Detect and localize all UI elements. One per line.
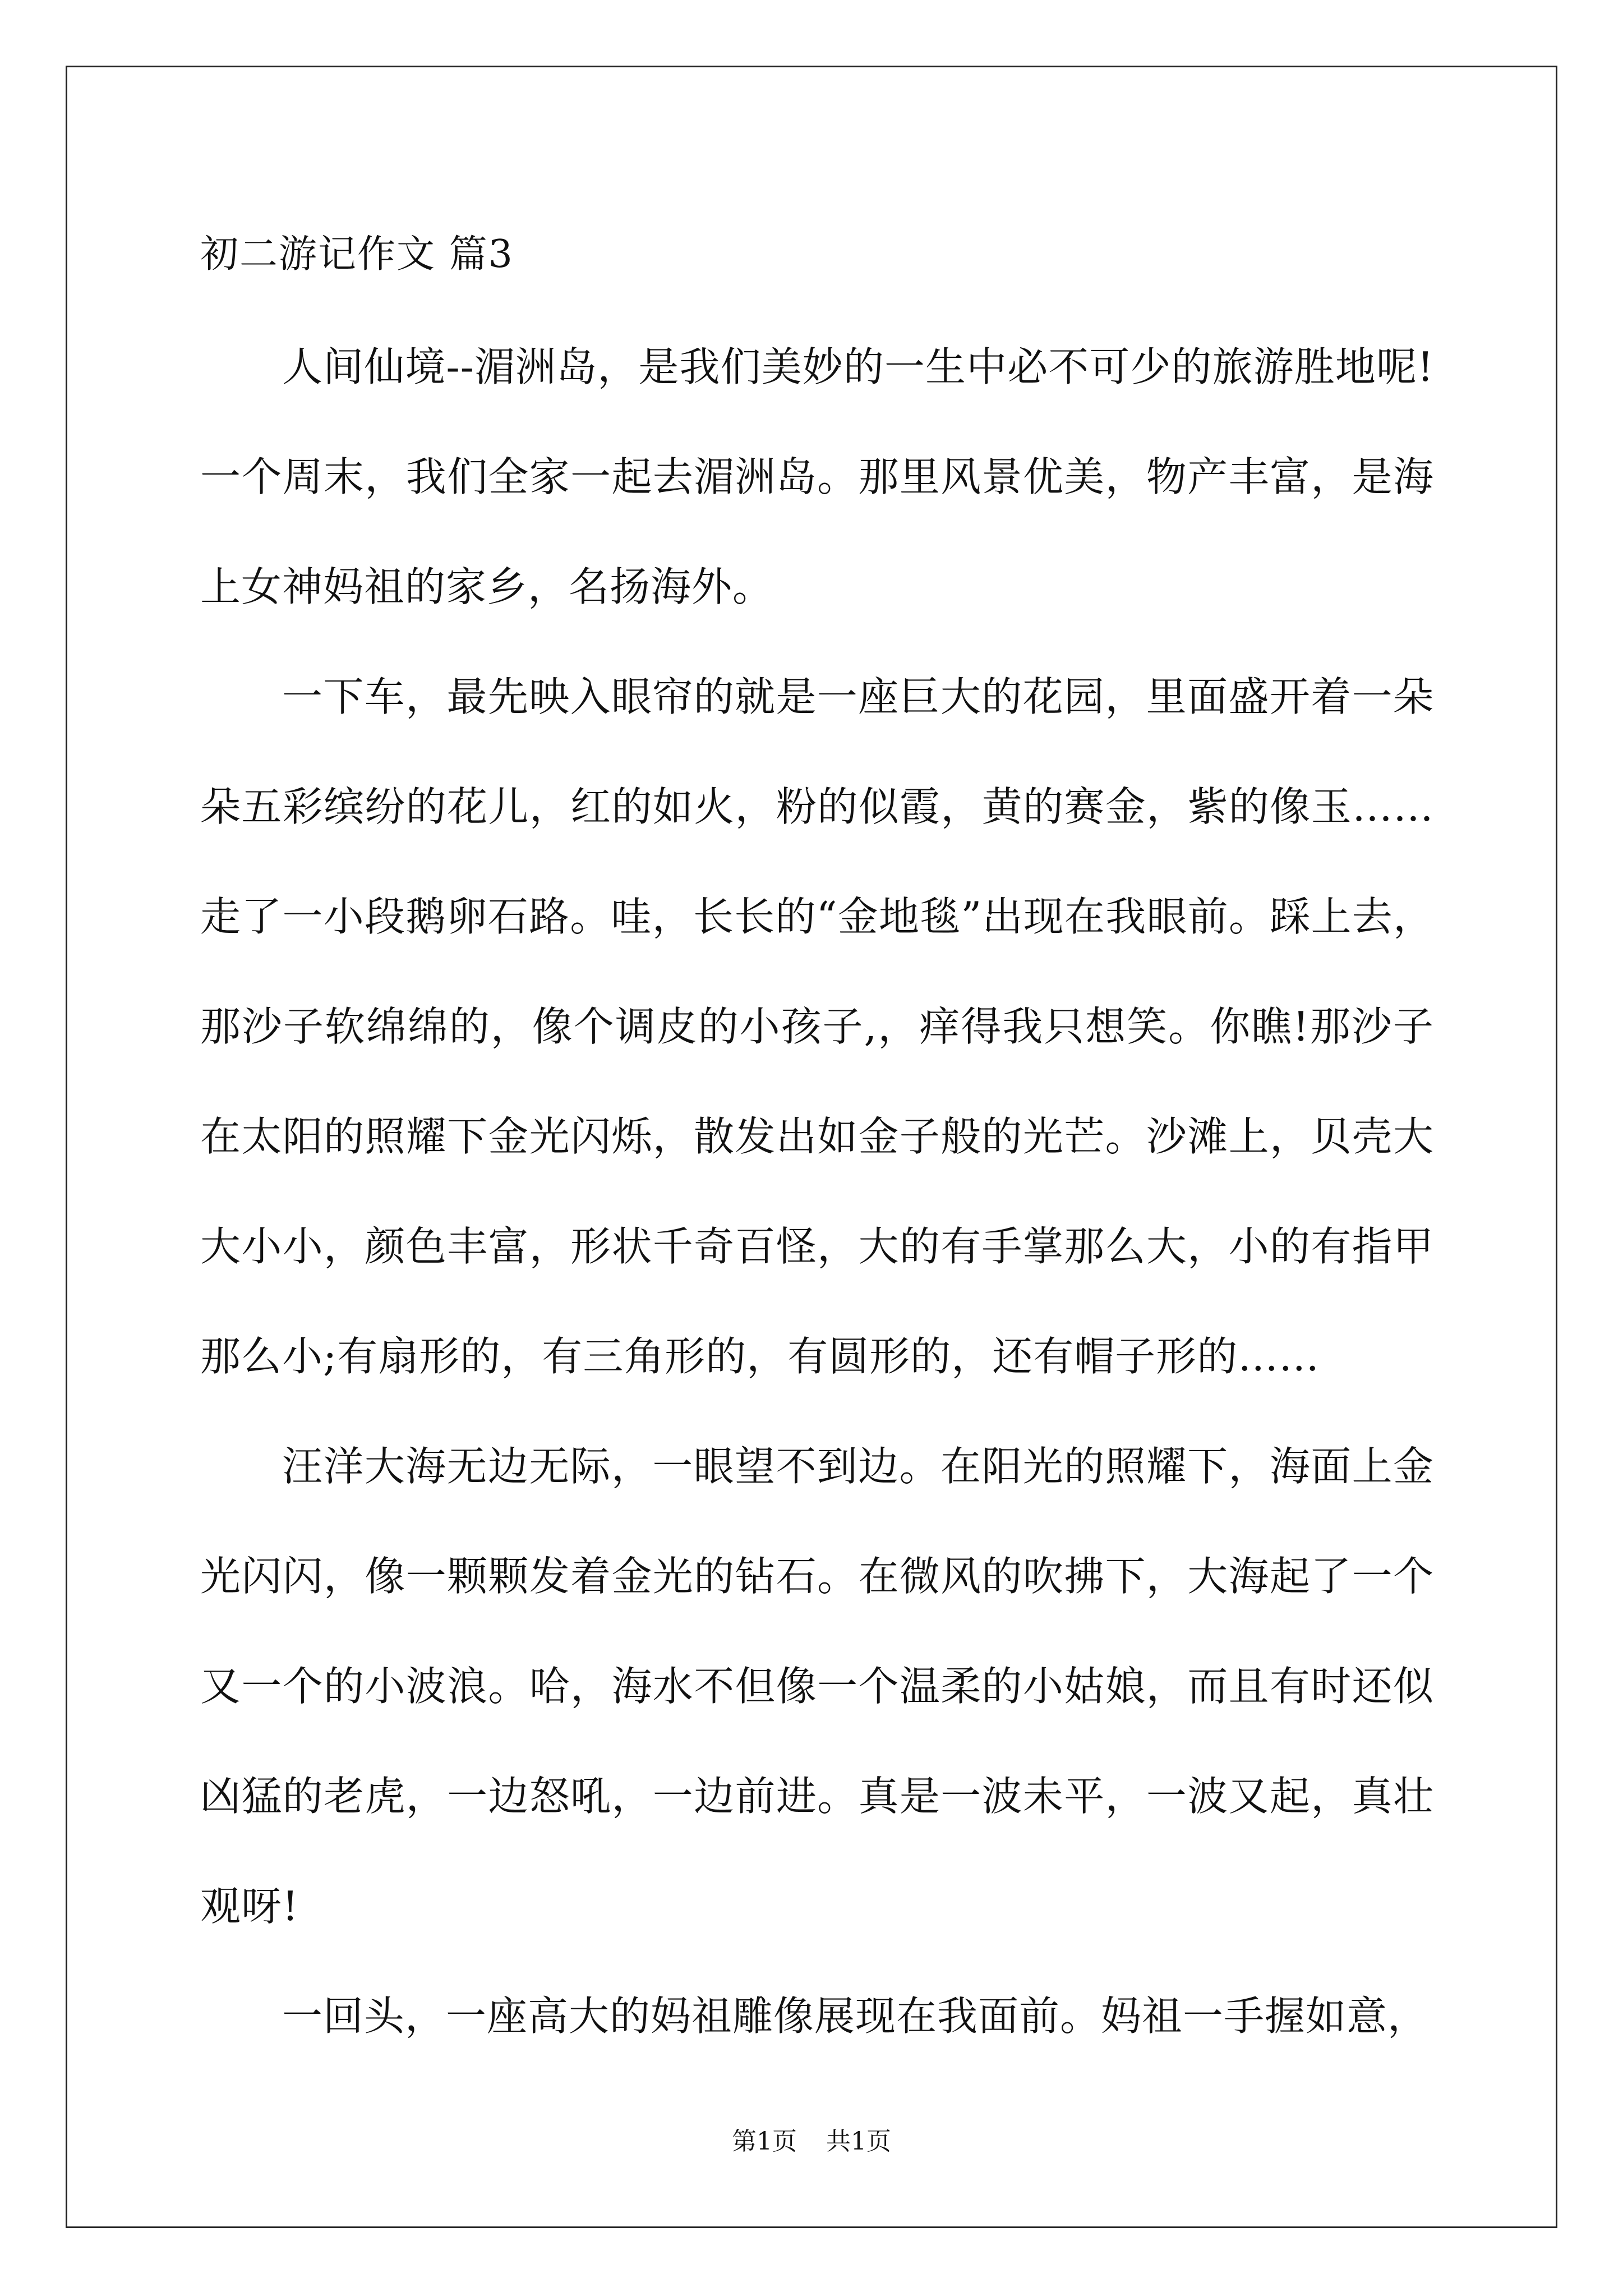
- page-number-total: 共1页: [826, 2127, 891, 2156]
- page-number-current: 第1页: [732, 2127, 797, 2156]
- paragraph-4: 一回头，一座高大的妈祖雕像展现在我面前。妈祖一手握如意，: [282, 1993, 1429, 2040]
- page-footer: [0, 2125, 1623, 2159]
- paragraph-1: 人间仙境--湄洲岛，是我们美妙的一生中必不可少的旅游胜地呢!一个周末，我们全家一起去湄洲岛。那里风景优美，物产丰富，是海上女神妈祖的家乡，名扬海外。: [200, 343, 1434, 610]
- paragraph-3: 汪洋大海无边无际，一眼望不到边。在阳光的照耀下，海面上金光闪闪，像一颗颗发着金光的钻石。在微风的吹拂下，大海起了一个又一个的小波浪。哈，海水不但像一个温柔的小姑娘，而且有时还似凶猛的老虎，一边怒吼，一边前进。真是一波未平，一波又起，真壮观呀!: [200, 1443, 1434, 1930]
- document-title: 初二游记作文 篇3: [200, 232, 514, 277]
- document-body: [200, 219, 1434, 2071]
- paragraph-2: 一下车，最先映入眼帘的就是一座巨大的花园，里面盛开着一朵朵五彩缤纷的花儿，红的如火，粉的似霞，黄的赛金，紫的像玉……走了一小段鹅卵石路。哇，长长的“金地毯”出现在我眼前。踩上去，那沙子软绵绵的，像个调皮的小孩子,，痒得我只想笑。你瞧!那沙子在太阳的照耀下金光闪烁，散发出如金子般的光芒。沙滩上，贝壳大大小小，颜色丰富，形状千奇百怪，大的有手掌那么大，小的有指甲那么小;有扇形的，有三角形的，有圆形的，还有帽子形的……: [200, 673, 1434, 1380]
